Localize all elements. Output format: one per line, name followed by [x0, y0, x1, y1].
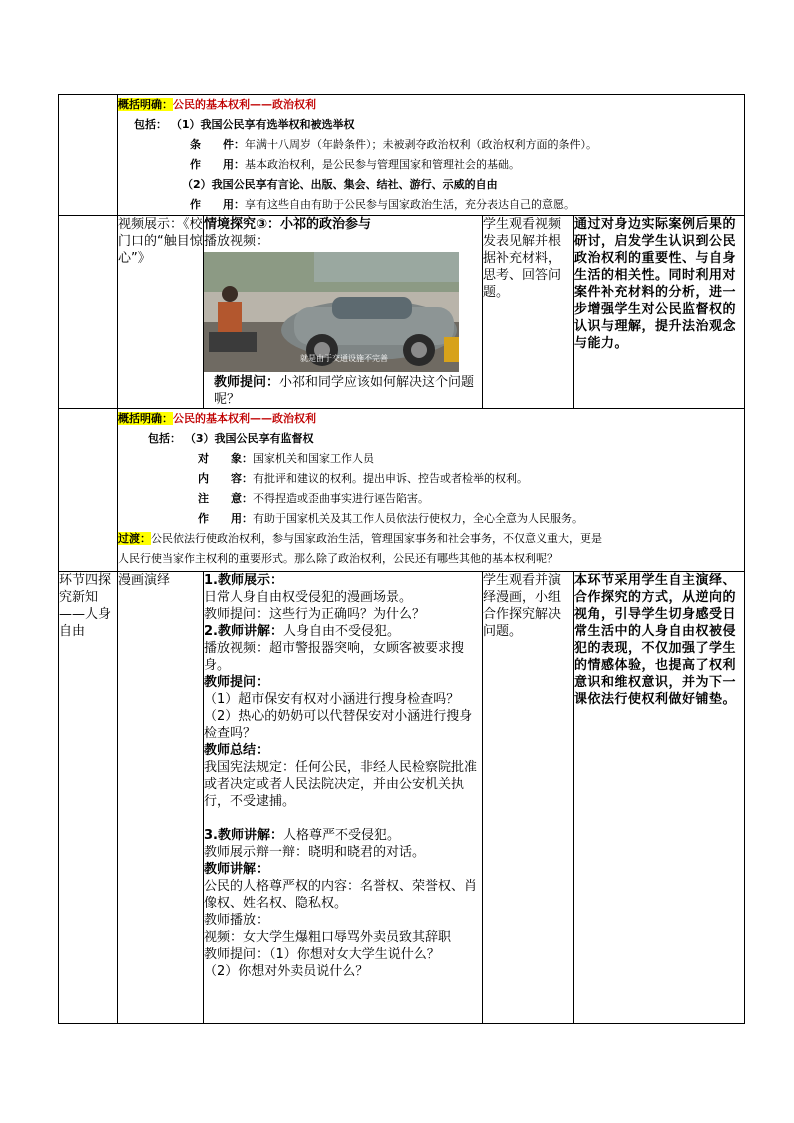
field-text: 不得捏造或歪曲事实进行诬告陷害。: [253, 492, 429, 505]
summary2-cell: [118, 409, 745, 572]
summary-tag: 概括明确：: [118, 412, 173, 425]
comic-method-cell: [118, 572, 204, 1024]
field-label: 注 意：: [198, 492, 253, 505]
include-label: 包括：: [134, 118, 167, 131]
stage-cell: [59, 572, 118, 1024]
question-text: （2）热心的奶奶可以代替保安对小涵进行搜身检查吗？: [204, 709, 473, 741]
summary2-left-empty: [59, 409, 118, 572]
comic-row: [59, 572, 745, 1024]
step-text: 教师播放：: [204, 913, 270, 928]
question-text: （2）你想对外卖员说什么？: [204, 964, 369, 979]
step-text: 教师提问：这些行为正确吗？为什么？: [204, 607, 426, 622]
video-screenshot-image: [204, 252, 459, 372]
field-text: 有批评和建议的权利。提出申诉、控告或者检举的权利。: [253, 472, 528, 485]
include-label: 包括：: [148, 432, 181, 445]
question-text: 教师提问：（1）你想对女大学生说什么？: [204, 947, 440, 962]
step-text: 人身自由不受侵犯。: [282, 624, 400, 639]
step-text: 视频：女大学生爆粗口辱骂外卖员致其辞职: [204, 930, 452, 945]
lesson-table: [58, 94, 745, 1024]
lesson-plan-page: [58, 94, 744, 1024]
question-text: （1）超市保安有权对小涵进行搜身检查吗？: [204, 692, 460, 707]
stage-title: 环节四探究新知——人身自由: [59, 573, 112, 639]
student-activity-text: 学生观看并演绎漫画，小组合作探究解决问题。: [483, 573, 562, 639]
step-text: 播放视频：超市警报器突响，女顾客被要求搜身。: [204, 641, 465, 673]
step-label: 教师讲解：: [204, 862, 270, 877]
field-label: 条 件：: [190, 138, 245, 151]
video-method-cell: [118, 216, 204, 409]
field-label: 对 象：: [198, 452, 253, 465]
transition-label: 过渡：: [118, 532, 151, 545]
field-text: 有助于国家机关及其工作人员依法行使权力，全心全意为人民服务。: [253, 512, 583, 525]
field-text: 享有这些自由有助于公民参与国家政治生活，充分表达自己的意愿。: [245, 198, 575, 211]
play-label: 播放视频：: [204, 234, 270, 249]
step-label: 2.教师讲解：: [204, 624, 283, 639]
transition-text: 人民行使当家作主权利的重要形式。那么除了政治权利，公民还有哪些其他的基本权利呢？: [118, 552, 558, 565]
summary-left-empty: [59, 95, 118, 216]
step-label: 3.教师讲解：: [204, 828, 283, 843]
summary-cell: [118, 95, 745, 216]
field-label: 作 用：: [198, 512, 253, 525]
video-intent-cell: [574, 216, 745, 409]
comic-student-cell: [483, 572, 574, 1024]
step-label: 1.教师展示：: [204, 573, 283, 588]
method-text: 漫画演绎: [118, 573, 171, 588]
summary-row-supervision: [59, 409, 745, 572]
method-text: 视频展示：《校门口的“触目惊心”》: [118, 217, 203, 266]
video-subtitle: 就是由于交通设施不完善: [300, 354, 388, 363]
video-activity-cell: [204, 216, 483, 409]
design-intent-text: 本环节采用学生自主演绎、合作探究的方式，从逆向的视角，引导学生切身感受日常生活中的人身自由权被侵犯的表现，不仅加强了学生的情感体验，也提高了权利意识和维权意识，并为下一课依法行使权利做好铺垫。: [574, 573, 737, 707]
item-title: （2）我国公民享有言论、出版、集会、结社、游行、示威的自由: [182, 178, 498, 191]
summary-tag: 概括明确：: [118, 98, 173, 111]
field-label: 作 用：: [190, 198, 245, 211]
step-text: 人格尊严不受侵犯。: [282, 828, 400, 843]
activity-title: 情境探究③：小祁的政治参与: [204, 217, 372, 232]
summary-heading: 公民的基本权利——政治权利: [173, 98, 316, 111]
field-text: 基本政治权利，是公民参与管理国家和管理社会的基础。: [245, 158, 520, 171]
video-row: [59, 216, 745, 409]
step-label: 教师总结：: [204, 743, 270, 758]
field-label: 作 用：: [190, 158, 245, 171]
comic-activity-cell: [204, 572, 483, 1024]
item-title: （3）我国公民享有监督权: [184, 432, 314, 445]
transition-text: 公民依法行使政治权利，参与国家政治生活，管理国家事务和社会事务，不仅意义重大，更是: [151, 532, 602, 545]
ask-text: 小祁和同学应该如何解决这个问题呢？: [214, 375, 475, 407]
video-left-empty: [59, 216, 118, 409]
step-text: 教师展示辩一辩：晓明和晓君的对话。: [204, 845, 426, 860]
design-intent-text: 通过对身边实际案例后果的研讨，启发学生认识到公民政治权利的重要性、与自身生活的相关性。同时利用对案件补充材料的分析，进一步增强学生对公民监督权的认识与理解，提升法治观念与能力。: [574, 217, 737, 351]
field-text: 年满十八周岁（年龄条件）；未被剥夺政治权利（政治权利方面的条件）。: [245, 138, 597, 151]
item-title: （1）我国公民享有选举权和被选举权: [170, 118, 355, 131]
step-text: 我国宪法规定：任何公民，非经人民检察院批准或者决定或者人民法院决定，并由公安机关执行，不受逮捕。: [204, 760, 478, 809]
field-text: 国家机关和国家工作人员: [253, 452, 374, 465]
comic-intent-cell: [574, 572, 745, 1024]
ask-label: 教师提问：: [214, 375, 280, 390]
step-text: 公民的人格尊严权的内容：名誉权、荣誉权、肖像权、姓名权、隐私权。: [204, 879, 478, 911]
video-student-cell: [483, 216, 574, 409]
step-label: 教师提问：: [204, 675, 270, 690]
summary-heading: 公民的基本权利——政治权利: [173, 412, 316, 425]
student-activity-text: 学生观看视频发表见解并根据补充材料，思考、回答问题。: [483, 217, 562, 300]
summary-row-political-rights: [59, 95, 745, 216]
field-label: 内 容：: [198, 472, 253, 485]
step-text: 日常人身自由权受侵犯的漫画场景。: [204, 590, 413, 605]
